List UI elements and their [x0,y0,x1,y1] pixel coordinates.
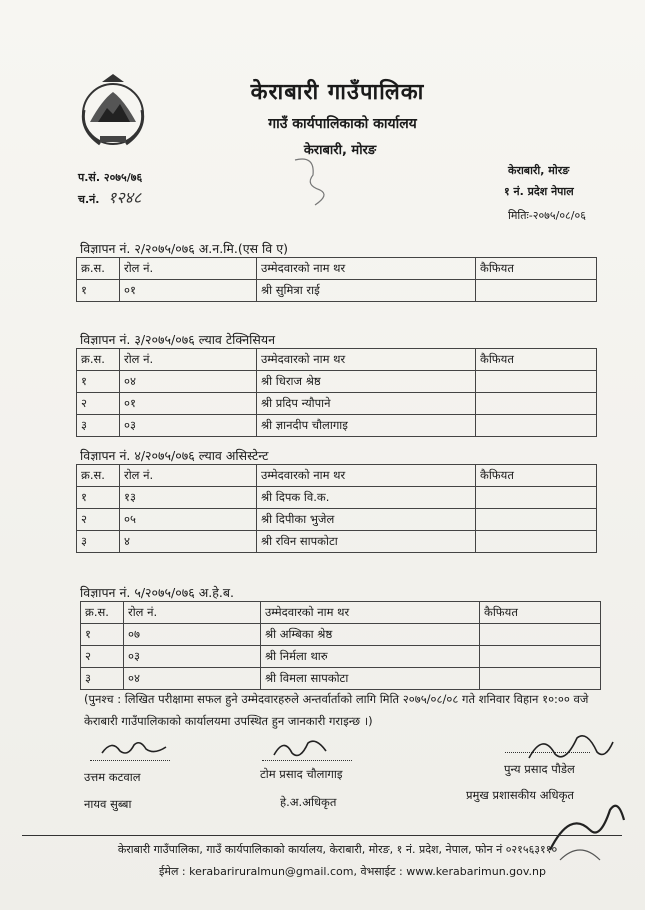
province: १ नं. प्रदेश नेपाल [504,185,574,198]
candidate-table [76,257,597,302]
serial-cell: ३ [77,415,120,437]
signatory-designation: प्रमुख प्रशासकीय अधिकृत [466,788,574,802]
signatory-designation: नायव सुब्बा [84,797,132,811]
name-cell: श्री विमला सापकोटा [261,668,480,690]
table-row [77,415,597,437]
table-row [77,509,597,531]
header-cell: कैफियत [476,465,597,487]
reference-number: प.सं. २०७५/७६ [78,171,143,184]
remark-cell [476,393,597,415]
table-row [77,487,597,509]
table-row [81,646,601,668]
header-cell: उम्मेदवारको नाम थर [257,349,476,371]
signature-icon [100,735,170,760]
notice-title: विज्ञापन नं. ५/२०७५/०७६ अ.हे.ब. [80,585,234,600]
header-cell: रोल नं. [124,602,261,624]
signatory-designation: हे.अ.अधिकृत [280,795,337,809]
stamp-mark-icon [285,150,345,210]
roll-cell: ०१ [120,393,257,415]
header-cell: रोल नं. [120,258,257,280]
signatory-name: टोम प्रसाद चौलागाइ [260,767,343,781]
header-cell: उम्मेदवारको नाम थर [257,465,476,487]
remark-cell [476,415,597,437]
roll-cell: ०१ [120,280,257,302]
signatory-name: उत्तम कटवाल [84,770,141,784]
name-cell: श्री अम्बिका श्रेष्ठ [261,624,480,646]
name-cell: श्री दिपीका भुजेल [257,509,476,531]
table-row [77,531,597,553]
name-cell: श्री ज्ञानदीप चौलागाइ [257,415,476,437]
candidate-table [76,464,597,553]
serial-cell: १ [77,487,120,509]
name-cell: श्री प्रदिप न्यौपाने [257,393,476,415]
serial-cell: १ [77,280,120,302]
remark-cell [480,646,601,668]
remark-cell [476,531,597,553]
remark-cell [480,624,601,646]
footer-divider [22,835,622,836]
table-row [81,624,601,646]
signatory-name: पुन्य प्रसाद पौडेल [504,762,575,776]
document-date: मितिः-२०७५/०८/०६ [508,209,586,222]
notice-title: विज्ञापन नं. २/२०७५/०७६ अ.न.मि.(एस वि ए) [80,241,289,256]
header-cell: कैफियत [476,258,597,280]
notice-title: विज्ञापन नं. ३/२०७५/०७६ ल्याव टेक्निसियन [80,332,276,347]
remark-cell [476,509,597,531]
remark-cell [476,371,597,393]
roll-cell: ४ [120,531,257,553]
dispatch-number-label: च.नं. [78,193,100,206]
table-row [77,393,597,415]
roll-cell: ०७ [124,624,261,646]
signature-line [90,760,170,761]
roll-cell: ०४ [120,371,257,393]
name-cell: श्री दिपक वि.क. [257,487,476,509]
header-cell: क्र.स. [77,258,120,280]
table-header-row [77,349,597,371]
remark-cell [476,280,597,302]
notice-title: विज्ञापन नं. ४/२०७५/०७६ ल्याव असिस्टेन्ट [80,448,269,463]
header-cell: कैफियत [476,349,597,371]
right-address: केराबारी, मोरङ [508,164,570,177]
serial-cell: १ [77,371,120,393]
candidate-table [76,348,597,437]
office-address: केराबारी, मोरङ [303,143,377,158]
name-cell: श्री धिराज श्रेष्ठ [257,371,476,393]
roll-cell: ०४ [124,668,261,690]
header-cell: रोल नं. [120,349,257,371]
header-cell: रोल नं. [120,465,257,487]
serial-cell: २ [81,646,124,668]
remark-cell [480,668,601,690]
signature-line [505,752,590,753]
name-cell: श्री निर्मला थारु [261,646,480,668]
table-header-row [77,465,597,487]
serial-cell: २ [77,509,120,531]
footer-address: केराबारी गाउँपालिका, गाउँ कार्यपालिकाको कार्यालय, केराबारी, मोरङ, १ नं. प्रदेश, नेपाल, फोन नं ०२१५६३११० [117,843,558,856]
serial-cell: ३ [77,531,120,553]
candidate-table [80,601,601,690]
roll-cell: ०३ [124,646,261,668]
header-cell: क्र.स. [77,465,120,487]
signature-icon [270,735,330,763]
dispatch-number-handwritten: १२४८ [108,188,142,207]
header-cell: उम्मेदवारको नाम थर [257,258,476,280]
postscript-note: (पुनश्च : लिखित परीक्षामा सफल हुने उम्मेदवारहरुले अन्तर्वार्ताको लागि मिति २०७५/०८/०८ गते शनिवार विहान १०:०० वजे केराबारी गाउँपालिकाको कार्यालयमा उपस्थित हुन जानकारी गराइन्छ ।) [84,692,589,728]
header-cell: उम्मेदवारको नाम थर [261,602,480,624]
table-header-row [77,258,597,280]
municipality-title: केराबारी गाउँपालिका [250,80,425,105]
official-stamp-icon [540,790,630,870]
table-row [77,280,597,302]
header-cell: क्र.स. [77,349,120,371]
roll-cell: ०३ [120,415,257,437]
header-cell: क्र.स. [81,602,124,624]
footer-contact: ईमेल : kerabariruralmun@gmail.com, वेभसाईट : www.kerabarimun.gov.np [159,865,546,878]
table-row [77,371,597,393]
serial-cell: १ [81,624,124,646]
signature-line [262,760,352,761]
table-row [81,668,601,690]
roll-cell: १३ [120,487,257,509]
table-header-row [81,602,601,624]
office-subtitle: गाउँ कार्यपालिकाको कार्यालय [268,116,417,132]
roll-cell: ०५ [120,509,257,531]
serial-cell: २ [77,393,120,415]
header-cell: कैफियत [480,602,601,624]
name-cell: श्री रविन सापकोटा [257,531,476,553]
name-cell: श्री सुमित्रा राई [257,280,476,302]
serial-cell: ३ [81,668,124,690]
remark-cell [476,487,597,509]
